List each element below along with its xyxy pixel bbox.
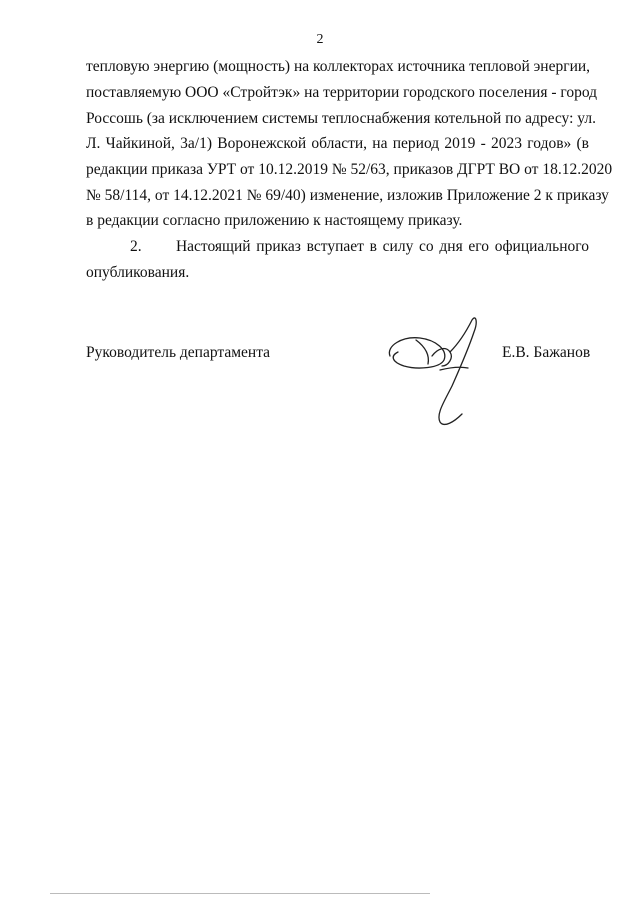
bottom-edge-line: [50, 893, 430, 894]
paragraph-1-line-3: Россошь (за исключением системы теплоснабжения котельной по адресу: ул.: [86, 110, 596, 127]
paragraph-1-line-5: редакции приказа УРТ от 10.12.2019 № 52/63, приказов ДГРТ ВО от 18.12.2020: [86, 161, 613, 178]
paragraph-1-line-2: поставляемую ООО «Стройтэк» на территории городского поселения - город: [86, 84, 598, 101]
paragraph-1-line-1: тепловую энергию (мощность) на коллекторах источника тепловой энергии,: [86, 58, 591, 75]
paragraph-2-line-2: опубликования.: [86, 264, 190, 281]
paragraph-1-line-6: № 58/114, от 14.12.2021 № 69/40) изменение, изложив Приложение 2 к приказу: [86, 187, 609, 204]
paragraph-1-line-7: в редакции согласно приложению к настоящему приказу.: [86, 212, 463, 229]
paragraph-2-line-1: 2. Настоящий приказ вступает в силу со дня его официального: [130, 238, 589, 255]
paragraph-1-line-4: Л. Чайкиной, 3а/1) Воронежской области, на период 2019 - 2023 годов» (в: [86, 135, 589, 152]
signatory-name: Е.В. Бажанов: [502, 344, 591, 361]
signatory-position: Руководитель департамента: [86, 344, 271, 361]
page-number: 2: [316, 32, 324, 47]
handwritten-signature: [378, 310, 488, 430]
